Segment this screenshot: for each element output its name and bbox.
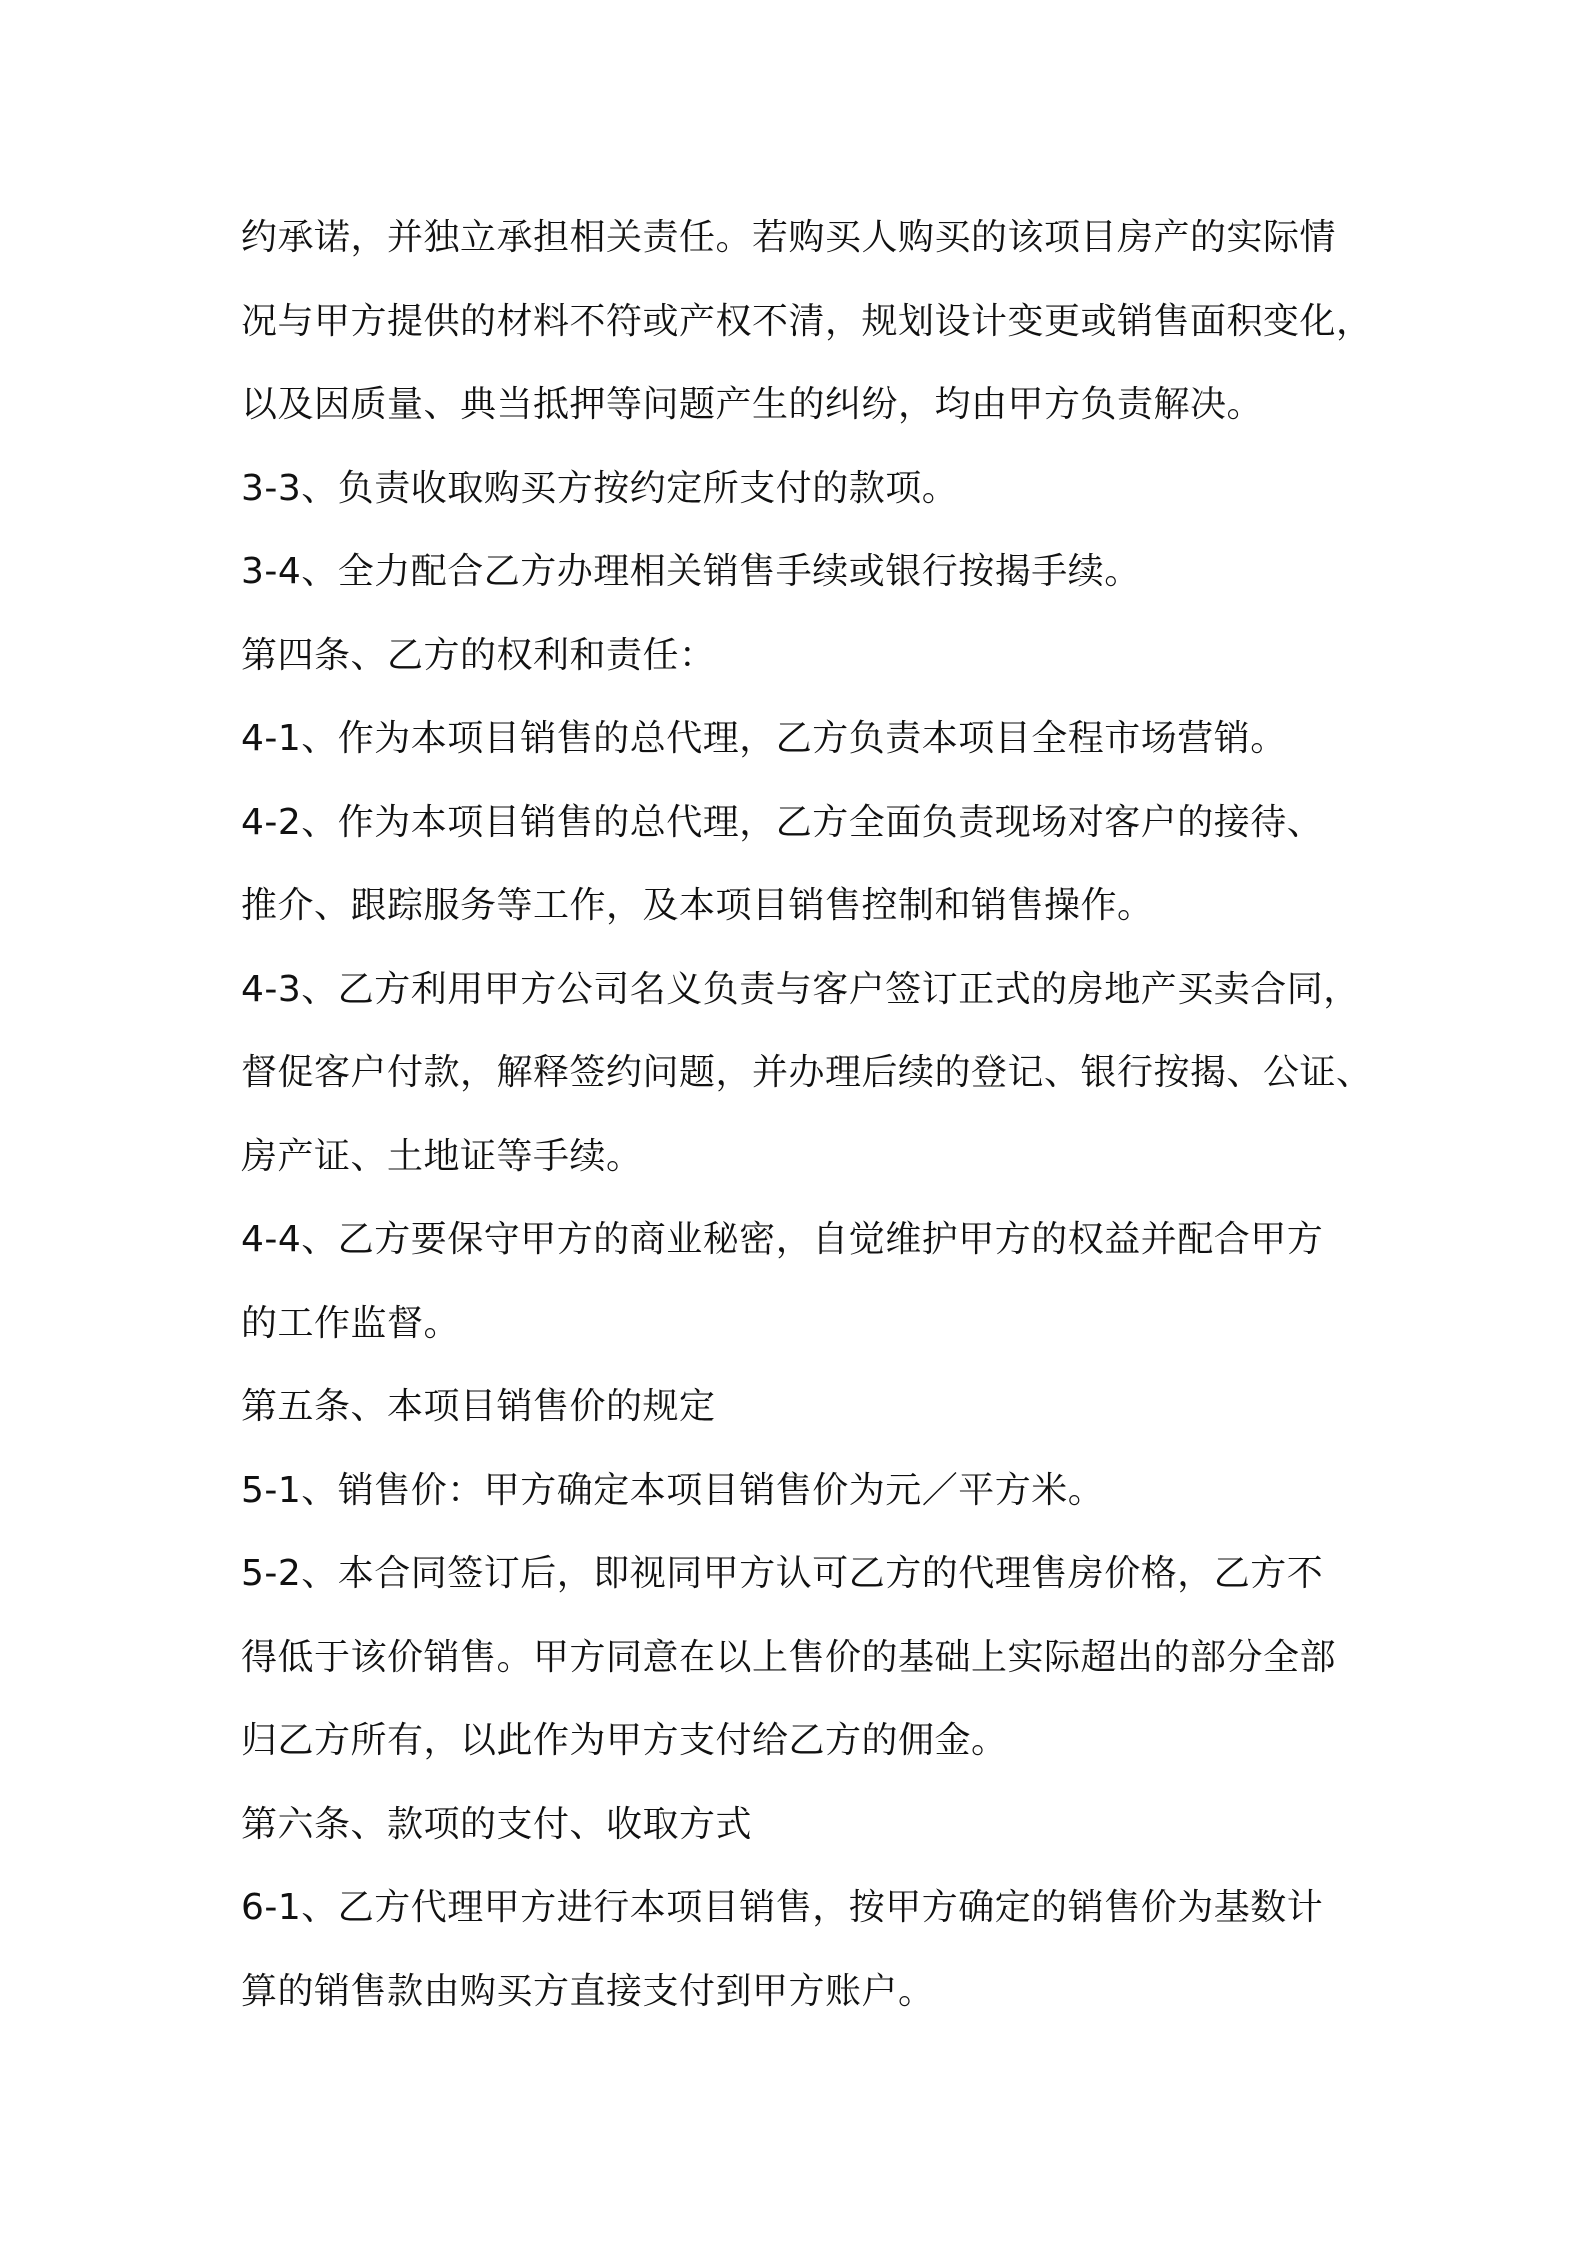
article-6-heading: 第六条、款项的支付、收取方式: [241, 1803, 753, 1845]
text-line: 的工作监督。: [241, 1302, 461, 1344]
clause-4-3: 4-3、乙方利用甲方公司名义负责与客户签订正式的房地产买卖合同，: [241, 968, 1360, 1010]
text-line: 约承诺，并独立承担相关责任。若购买人购买的该项目房产的实际情: [241, 217, 1337, 258]
clause-4-4: 4-4、乙方要保守甲方的商业秘密，自觉维护甲方的权益并配合甲方: [241, 1219, 1324, 1260]
clause-4-1: 4-1、作为本项目销售的总代理，乙方负责本项目全程市场营销。: [241, 718, 1287, 759]
clause-5-2: 5-2、本合同签订后，即视同甲方认可乙方的代理售房价格，乙方不: [241, 1553, 1324, 1594]
text-line: 房产证、土地证等手续。: [241, 1135, 643, 1177]
text-line: 况与甲方提供的材料不符或产权不清，规划设计变更或销售面积变化，: [241, 300, 1373, 342]
text-line: 算的销售款由购买方直接支付到甲方账户。: [241, 1970, 935, 2012]
text-line: 推介、跟踪服务等工作，及本项目销售控制和销售操作。: [241, 885, 1154, 926]
text-line: 以及因质量、典当抵押等问题产生的纠纷，均由甲方负责解决。: [241, 384, 1264, 425]
clause-3-4: 3-4、全力配合乙方办理相关销售手续或银行按揭手续。: [241, 551, 1141, 592]
article-4-heading: 第四条、乙方的权利和责任：: [241, 634, 716, 676]
text-line: 得低于该价销售。甲方同意在以上售价的基础上实际超出的部分全部: [241, 1636, 1337, 1678]
clause-6-1: 6-1、乙方代理甲方进行本项目销售，按甲方确定的销售价为基数计: [241, 1887, 1324, 1928]
text-line: 归乙方所有，以此作为甲方支付给乙方的佣金。: [241, 1720, 1008, 1761]
document-body: [241, 196, 1381, 2033]
clause-3-3: 3-3、负责收取购买方按约定所支付的款项。: [241, 467, 959, 509]
clause-4-2: 4-2、作为本项目销售的总代理，乙方全面负责现场对客户的接待、: [241, 801, 1324, 843]
clause-5-1: 5-1、销售价：甲方确定本项目销售价为元／平方米。: [241, 1469, 1105, 1511]
article-5-heading: 第五条、本项目销售价的规定: [241, 1386, 716, 1427]
text-line: 督促客户付款，解释签约问题，并办理后续的登记、银行按揭、公证、: [241, 1052, 1373, 1093]
